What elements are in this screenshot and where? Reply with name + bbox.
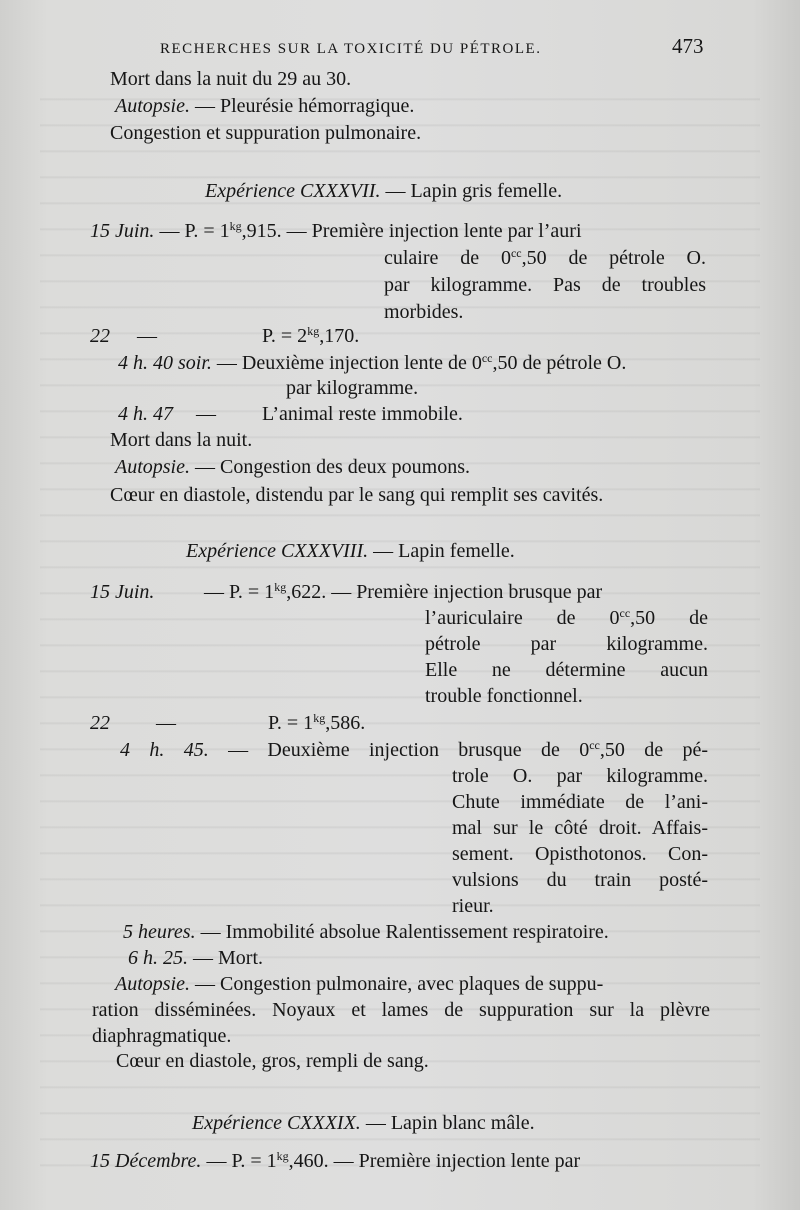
text-line: P. = $2^{kg},170$. [262,324,360,347]
experiment-heading: Expérience CXXXVII. — Lapin gris femelle. [205,180,563,202]
text-line: P. = $1^{kg},586$. [268,711,366,734]
text-line: vulsions du train posté- [452,869,708,891]
text-line: 22 [90,325,110,347]
text-line: 6 h. 25. — Mort. [128,947,263,969]
text-line: diaphragmatique. [92,1025,232,1047]
text-line: par kilogramme. [286,377,419,399]
page-number: 473 [672,34,704,58]
text-line: Chute immédiate de l’ani- [452,791,708,813]
text-line: sement. Opisthotonos. Con- [452,843,708,865]
text-line: culaire de $0^{cc},50$ de pétrole O. [384,246,706,269]
text-line: 4 h. 47 [118,403,173,425]
ditto-dash: — [156,712,176,734]
experiment-heading: Expérience CXXXIX. — Lapin blanc mâle. [192,1112,535,1134]
ditto-dash: — [196,403,216,425]
text-line: 15 Décembre. — P. = $1^{kg},460$. — Première injection lente par [90,1149,581,1172]
text-line: Mort dans la nuit du 29 au 30. [110,68,352,90]
text-line: pétrole par kilogramme. [425,633,708,655]
text-line: Elle ne détermine aucun [425,659,708,681]
text-line: Cœur en diastole, gros, rempli de sang. [116,1050,429,1072]
text-line: trole O. par kilogramme. [452,765,708,787]
text-line: Autopsie. — Congestion pulmonaire, avec plaques de suppu- [115,973,604,995]
text-line: 5 heures. — Immobilité absolue Ralentissement respiratoire. [123,921,609,943]
text-line: rieur. [452,895,494,917]
text-line: Cœur en diastole, distendu par le sang qui remplit ses cavités. [110,484,604,506]
text-line: Autopsie. — Pleurésie hémorragique. [115,95,415,117]
text-line: par kilogramme. Pas de troubles [384,274,706,296]
text-line: trouble fonctionnel. [425,685,583,707]
text-line: Autopsie. — Congestion des deux poumons. [115,456,470,478]
text-line: 15 Juin. [90,581,155,603]
text-line: L’animal reste immobile. [262,403,463,425]
text-line: 4 h. 45. — Deuxième injection brusque de $0^{cc},50$ de pé- [120,738,708,761]
text-line: Mort dans la nuit. [110,429,253,451]
text-line: 22 [90,712,110,734]
text-line: ration disséminées. Noyaux et lames de suppuration sur la plèvre [92,999,710,1021]
ditto-dash: — [137,325,157,347]
text-line: — P. = $1^{kg},622$. — Première injection brusque par [204,580,603,603]
text-line: 15 Juin. — P. = $1^{kg},915$. — Première injection lente par l’auri [90,219,582,242]
text-line: l’auriculaire de $0^{cc},50$ de [425,606,708,629]
text-line: morbides. [384,301,464,323]
experiment-heading: Expérience CXXXVIII. — Lapin femelle. [186,540,515,562]
text-line: mal sur le côté droit. Affais- [452,817,708,839]
running-title: RECHERCHES SUR LA TOXICITÉ DU PÉTROLE. [160,41,542,57]
text-line: Congestion et suppuration pulmonaire. [110,122,422,144]
text-line: 4 h. 40 soir. — Deuxième injection lente de $0^{cc},50$ de pétrole O. [118,351,627,374]
